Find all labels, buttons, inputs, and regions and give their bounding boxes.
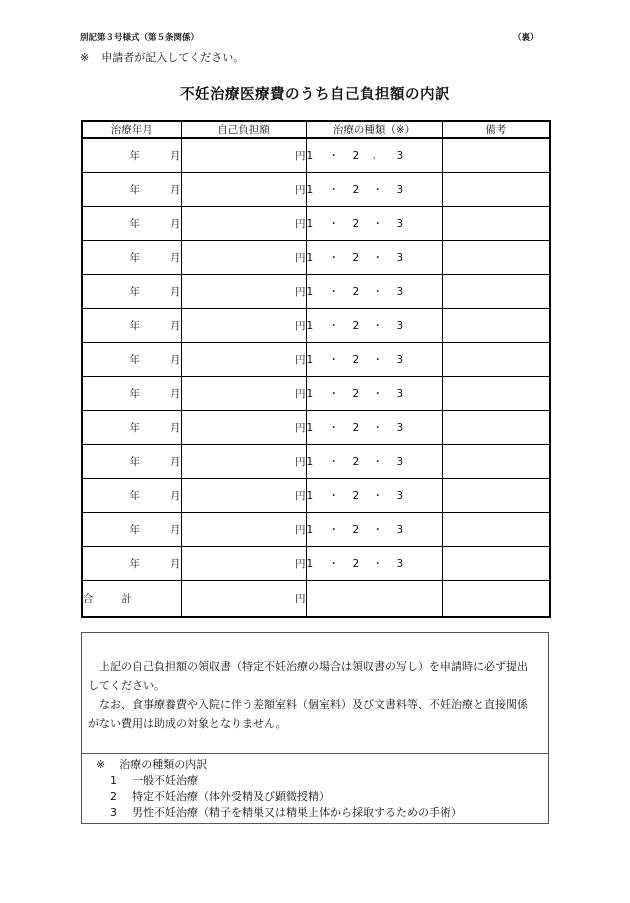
table-row [82,241,550,275]
expense-table [81,120,551,618]
treatment-type-options[interactable]: 1 ・ 2 ・ 3 [306,547,442,581]
treatment-month-field[interactable]: 年 月 [82,479,181,513]
col-header-remarks: 備考 [442,121,550,138]
treatment-month-field[interactable]: 年 月 [82,138,181,173]
col-header-treatment-month: 治療年月 [82,121,181,138]
table-row [82,343,550,377]
self-pay-amount-field[interactable]: 円 [181,309,306,343]
col-header-self-pay: 自己負担額 [181,121,306,138]
remarks-field[interactable] [442,173,550,207]
treatment-types-list [82,754,548,823]
self-pay-amount-field[interactable]: 円 [181,513,306,547]
table-row [82,547,550,581]
type-item-3: 3 男性不妊治療（精子を精巣又は精巣上体から採取するための手術） [110,806,462,819]
table-header-row [82,121,550,138]
treatment-type-options[interactable]: 1 ・ 2 ・ 3 [306,275,442,309]
self-pay-amount-field[interactable]: 円 [181,377,306,411]
treatment-month-field[interactable]: 年 月 [82,173,181,207]
treatment-type-options[interactable]: 1 ・ 2 ・ 3 [306,479,442,513]
table-row [82,275,550,309]
treatment-month-field[interactable]: 年 月 [82,275,181,309]
remarks-field[interactable] [442,207,550,241]
note-text: 申請者が記入してください。 [101,51,245,64]
treatment-month-field[interactable]: 年 月 [82,343,181,377]
table-row [82,173,550,207]
notice-paragraphs [82,633,548,754]
page-side-label: （裏） [513,33,539,43]
treatment-month-field[interactable]: 年 月 [82,309,181,343]
self-pay-amount-field[interactable]: 円 [181,479,306,513]
type-item-2: 2 特定不妊治療（体外受精及び顕微授精） [110,790,330,803]
table-row [82,445,550,479]
page-title: 不妊治療医療費のうち自己負担額の内訳 [180,87,450,103]
form-code: 別記第３号様式（第５条関係） [80,33,200,43]
treatment-month-field[interactable]: 年 月 [82,377,181,411]
table-row [82,377,550,411]
note-mark: ※ [80,51,90,64]
remarks-field[interactable] [442,138,550,173]
table-row [82,207,550,241]
total-label: 合 計 [82,581,181,618]
self-pay-amount-field[interactable]: 円 [181,445,306,479]
self-pay-amount-field[interactable]: 円 [181,547,306,581]
self-pay-amount-field[interactable]: 円 [181,275,306,309]
remarks-field[interactable] [442,309,550,343]
total-type-blank [306,581,442,618]
col-header-treatment-type: 治療の種類（※） [306,121,442,138]
treatment-month-field[interactable]: 年 月 [82,445,181,479]
self-pay-amount-field[interactable]: 円 [181,241,306,275]
type-item-1: 1 一般不妊治療 [110,774,198,787]
notice-para-2: なお、食事療養費や入院に伴う差額室料（個室料）及び文書料等、不妊治療と直接関係がない費用は助成の対象となりません。 [88,698,528,730]
table-row [82,138,550,173]
treatment-type-options[interactable]: 1 ・ 2 ・ 3 [306,207,442,241]
total-amount-field[interactable]: 円 [181,581,306,618]
notice-box [81,632,549,824]
treatment-type-options[interactable]: 1 ・ 2 ・ 3 [306,309,442,343]
remarks-field[interactable] [442,377,550,411]
self-pay-amount-field[interactable]: 円 [181,343,306,377]
total-remarks-blank [442,581,550,618]
treatment-type-options[interactable]: 1 ・ 2 . 3 [306,138,442,173]
treatment-type-options[interactable]: 1 ・ 2 ・ 3 [306,377,442,411]
treatment-month-field[interactable]: 年 月 [82,241,181,275]
total-row [82,581,550,618]
treatment-month-field[interactable]: 年 月 [82,207,181,241]
treatment-month-field[interactable]: 年 月 [82,411,181,445]
treatment-type-options[interactable]: 1 ・ 2 ・ 3 [306,343,442,377]
remarks-field[interactable] [442,411,550,445]
treatment-type-options[interactable]: 1 ・ 2 ・ 3 [306,411,442,445]
self-pay-amount-field[interactable]: 円 [181,207,306,241]
treatment-month-field[interactable]: 年 月 [82,547,181,581]
treatment-type-options[interactable]: 1 ・ 2 ・ 3 [306,513,442,547]
self-pay-amount-field[interactable]: 円 [181,173,306,207]
notice-para-1: 上記の自己負担額の領収書（特定不妊治療の場合は領収書の写し）を申請時に必ず提出してください。 [88,660,528,692]
remarks-field[interactable] [442,343,550,377]
treatment-type-options[interactable]: 1 ・ 2 ・ 3 [306,241,442,275]
applicant-note [80,49,244,65]
table-row [82,513,550,547]
remarks-field[interactable] [442,241,550,275]
table-row [82,479,550,513]
remarks-field[interactable] [442,479,550,513]
treatment-type-options[interactable]: 1 ・ 2 ・ 3 [306,173,442,207]
self-pay-amount-field[interactable]: 円 [181,411,306,445]
remarks-field[interactable] [442,445,550,479]
treatment-month-field[interactable]: 年 月 [82,513,181,547]
remarks-field[interactable] [442,513,550,547]
table-row [82,411,550,445]
remarks-field[interactable] [442,547,550,581]
self-pay-amount-field[interactable]: 円 [181,138,306,173]
remarks-field[interactable] [442,275,550,309]
types-heading: ※ 治療の種類の内訳 [96,758,208,771]
treatment-type-options[interactable]: 1 ・ 2 ・ 3 [306,445,442,479]
table-row [82,309,550,343]
